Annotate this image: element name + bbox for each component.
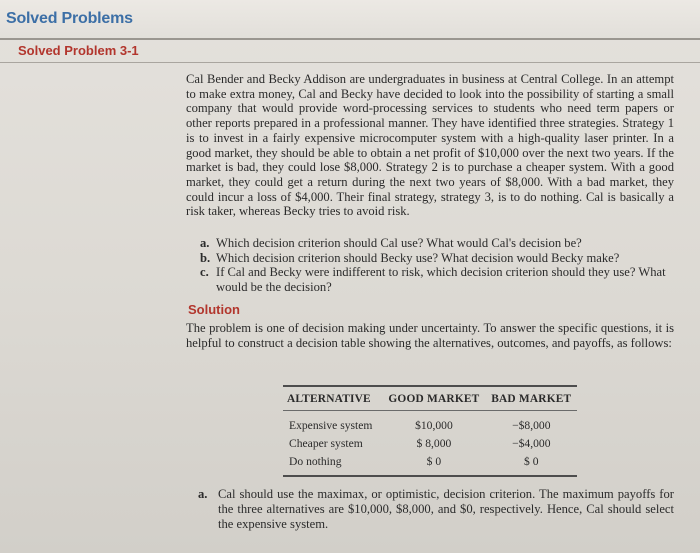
- question-text: Which decision criterion should Cal use? What would Cal's decision be?: [216, 236, 582, 250]
- table-cell: $ 8,000: [416, 436, 452, 450]
- table-cell: Expensive system: [289, 418, 373, 432]
- table-cell: $10,000: [415, 418, 453, 432]
- table-row: [283, 411, 577, 435]
- table-row: [283, 452, 577, 476]
- problem-statement: Cal Bender and Becky Addison are undergraduates in business at Central College. In an attempt to make extra money, Cal and Becky have decided to look into the possibility of starting a small company that would provide word-processing services to students who need term papers or other reports prepared in a professional manner. They have identified three strategies. Strategy 1 is to invest in a fairly expensive microcomputer system with a high-quality laser printer. In a good market, they should be able to obtain a net profit of $10,000 over the next two years. If the market is bad, they could lose $8,000. Strategy 2 is to purchase a cheaper system. With a good market, they could get a return during the next two years of $8,000. With a bad market, they could incur a loss of $4,000. Their final strategy, strategy 3, is to do nothing. Cal is basically a risk taker, whereas Becky tries to avoid risk.: [186, 72, 674, 219]
- question-item: [196, 236, 674, 251]
- column-header: GOOD MARKET: [382, 386, 485, 411]
- question-list: [196, 236, 674, 294]
- solution-text: The problem is one of decision making under uncertainty. To answer the specific questions, it is helpful to construct a decision table showing the alternatives, outcomes, and payoffs, as follows:: [186, 321, 674, 350]
- section-title: Solved Problems: [6, 10, 133, 27]
- answer-letter: a.: [198, 487, 208, 501]
- column-header: ALTERNATIVE: [283, 386, 382, 411]
- decision-table: [283, 385, 577, 477]
- table-cell: Do nothing: [283, 452, 382, 476]
- question-letter: c.: [200, 265, 209, 280]
- answer-a: [198, 487, 674, 531]
- table-cell: Cheaper system: [289, 436, 363, 450]
- question-text: If Cal and Becky were indifferent to risk, which decision criterion should they use? What would be the decision?: [216, 265, 666, 294]
- question-item: [196, 265, 674, 294]
- table-cell: $ 0: [382, 452, 485, 476]
- table-header-row: [283, 386, 577, 411]
- answer-text: Cal should use the maximax, or optimistic, decision criterion. The maximum payoffs for the three alternatives are $10,000, $8,000, and $0, respectively. Hence, Cal should select the expensive system.: [218, 487, 674, 531]
- question-letter: a.: [200, 236, 210, 250]
- column-header: BAD MARKET: [486, 386, 577, 411]
- solution-heading: Solution: [188, 302, 240, 317]
- question-item: [196, 251, 674, 266]
- table-cell: $ 0: [486, 452, 577, 476]
- question-text: Which decision criterion should Becky use? What decision would Becky make?: [216, 250, 620, 265]
- table-cell: −$4,000: [512, 436, 551, 450]
- subsection-title: Solved Problem 3-1: [18, 43, 139, 58]
- question-letter: b.: [200, 250, 211, 265]
- table-row: [283, 434, 577, 452]
- table-cell: −$8,000: [512, 418, 551, 432]
